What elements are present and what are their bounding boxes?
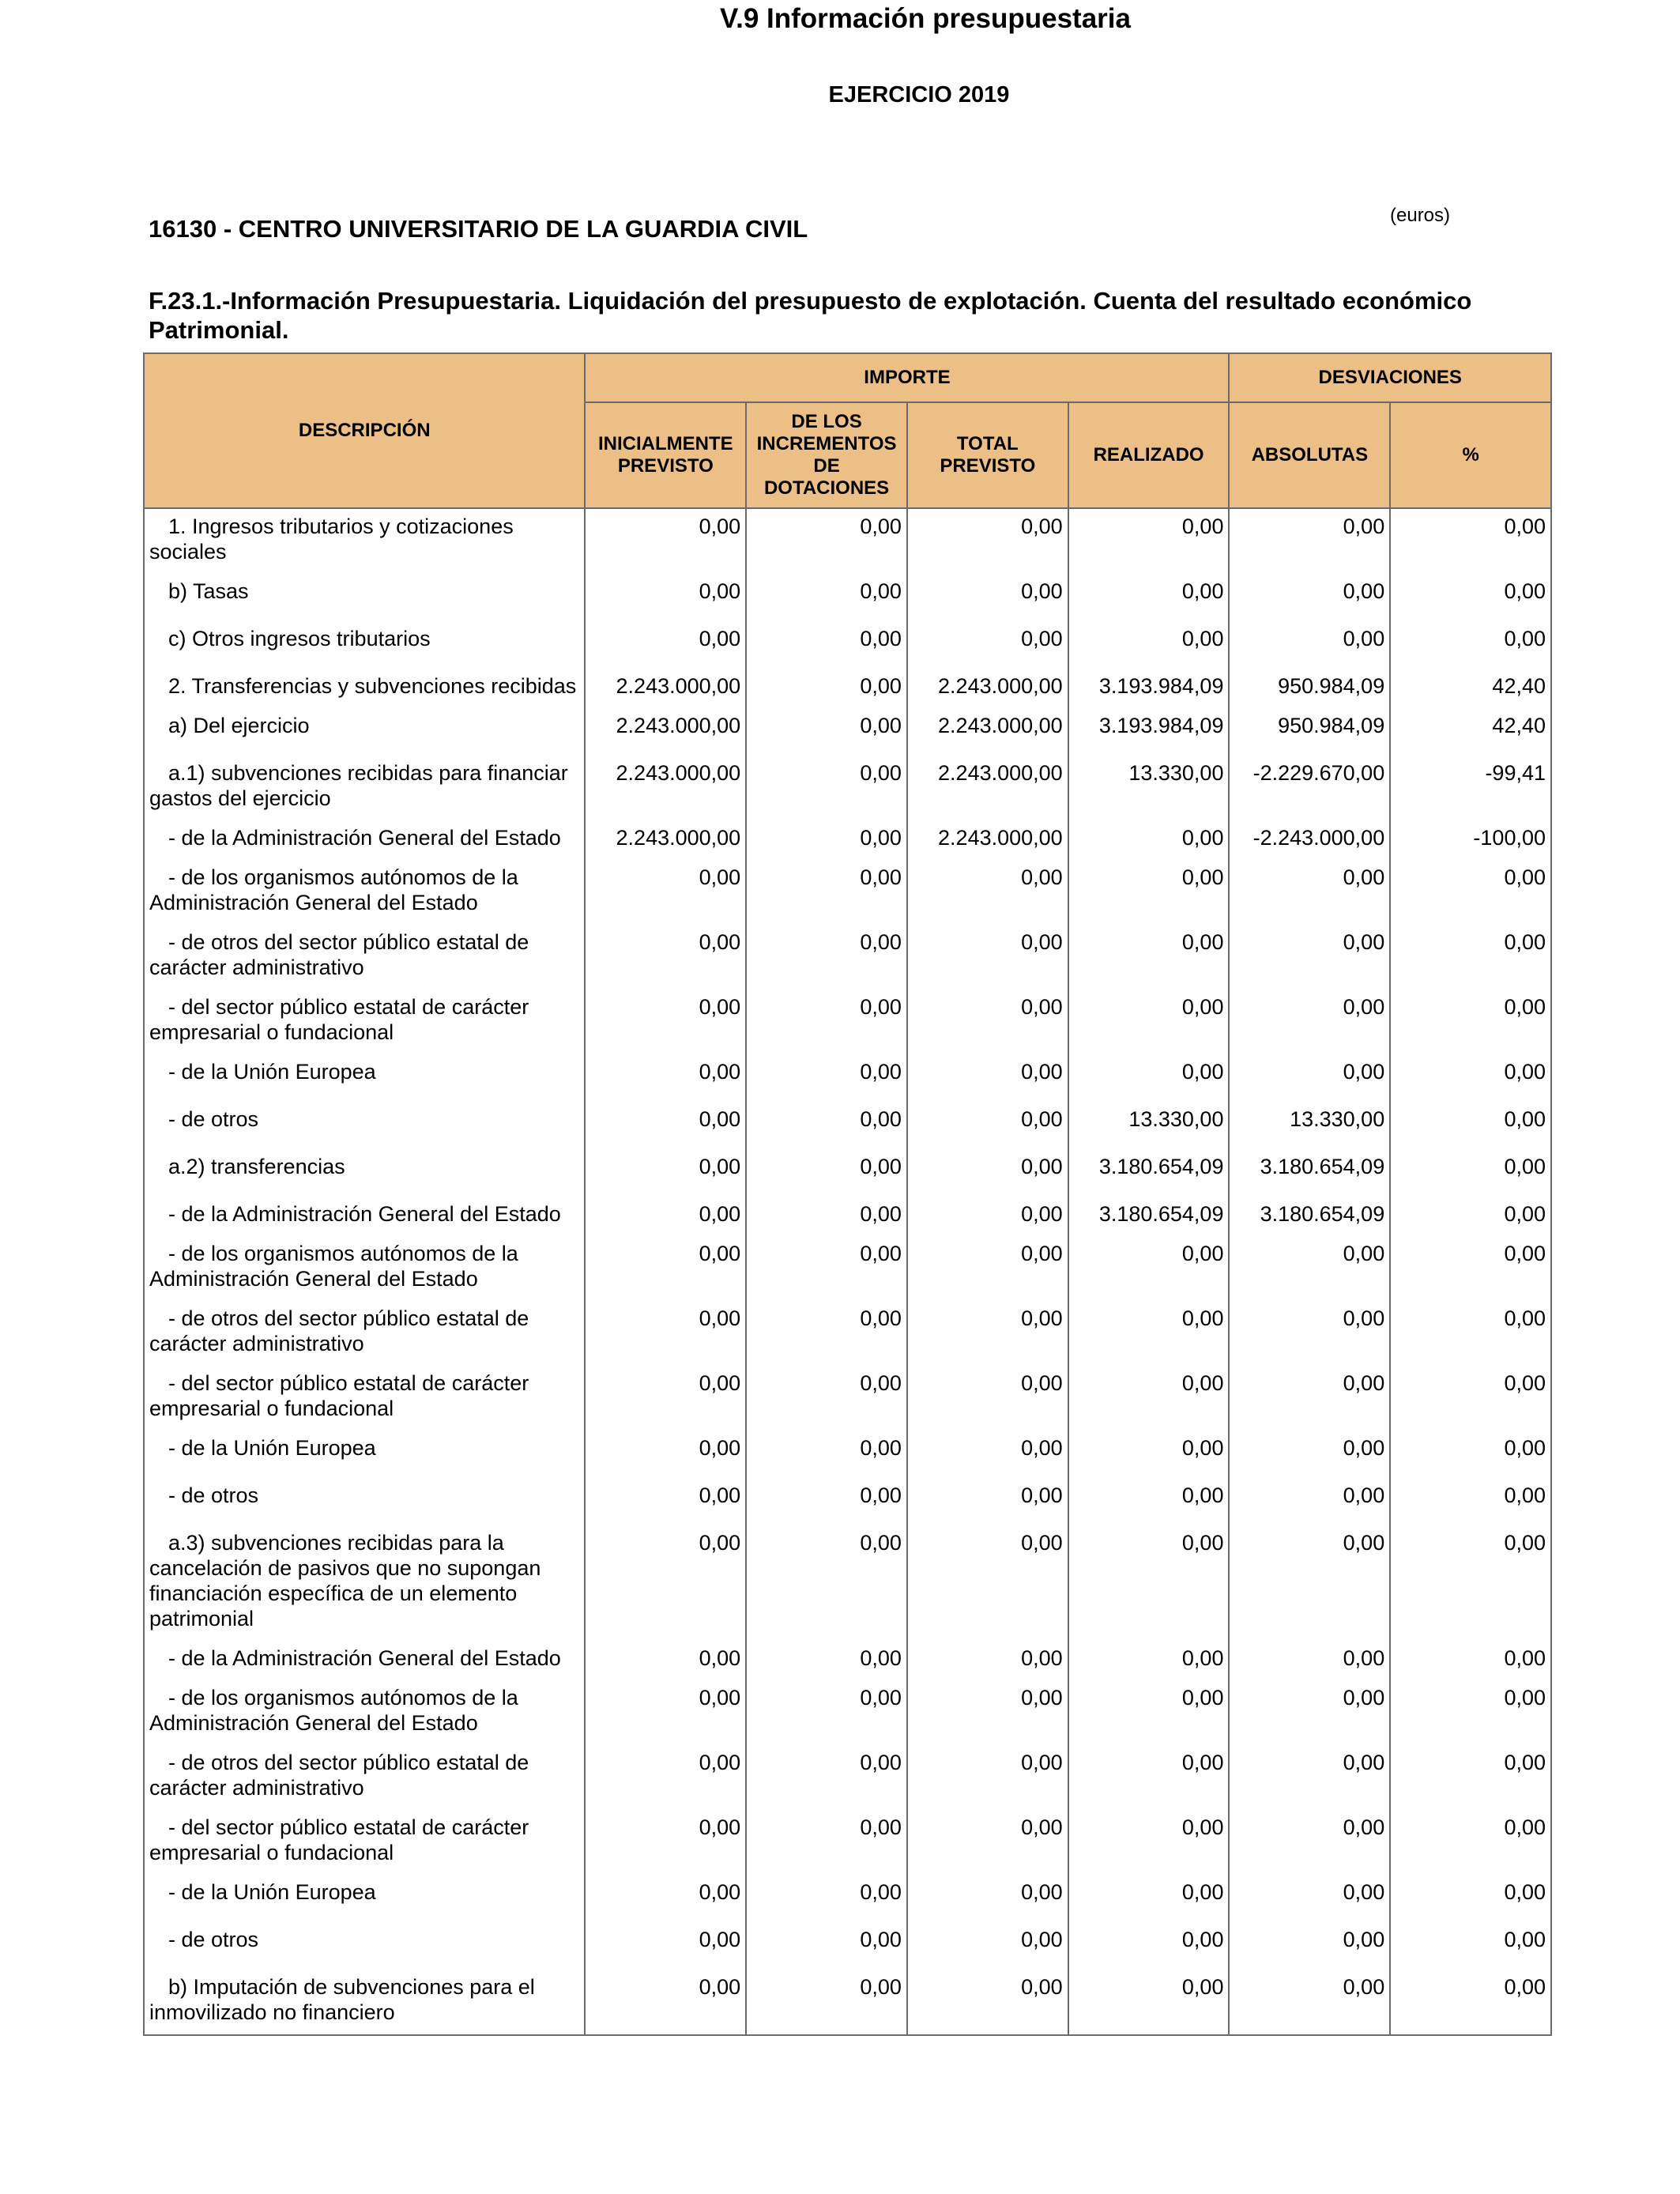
cell-porcentaje: 0,00 (1390, 574, 1551, 621)
cell-incrementos: 0,00 (746, 1680, 907, 1745)
cell-total-previsto: 0,00 (907, 1680, 1068, 1745)
cell-absolutas: 0,00 (1229, 1054, 1390, 1102)
cell-inicialmente-previsto: 0,00 (585, 621, 746, 669)
row-description-text: - de los organismos autónomos de la Administración General del Estado (149, 865, 518, 914)
cell-incrementos: 0,00 (746, 1236, 907, 1301)
row-description (144, 1149, 585, 1197)
row-description (144, 1301, 585, 1366)
row-description-text: a.1) subvenciones recibidas para financiar gastos del ejercicio (149, 761, 568, 810)
table-row (144, 1236, 1551, 1301)
cell-total-previsto: 0,00 (907, 925, 1068, 990)
cell-incrementos: 0,00 (746, 1149, 907, 1197)
cell-porcentaje: 0,00 (1390, 1149, 1551, 1197)
row-description-text: a.3) subvenciones recibidas para la cancelación de pasivos que no supongan financiación específica de un elemento patrimonial (149, 1531, 541, 1630)
row-description-text: c) Otros ingresos tributarios (168, 627, 431, 650)
row-description (144, 756, 585, 820)
cell-total-previsto: 0,00 (907, 574, 1068, 621)
cell-porcentaje: 0,00 (1390, 1366, 1551, 1431)
column-header-total-previsto: TOTAL PREVISTO (907, 402, 1068, 508)
cell-absolutas: 950.984,09 (1229, 669, 1390, 708)
table-row (144, 708, 1551, 756)
cell-incrementos: 0,00 (746, 1197, 907, 1236)
cell-total-previsto: 2.243.000,00 (907, 708, 1068, 756)
exercise-year: EJERCICIO 2019 (828, 82, 1010, 107)
cell-inicialmente-previsto: 0,00 (585, 925, 746, 990)
cell-incrementos: 0,00 (746, 1102, 907, 1149)
row-description (144, 1680, 585, 1745)
cell-porcentaje: 0,00 (1390, 1236, 1551, 1301)
table-row (144, 756, 1551, 820)
row-description (144, 1236, 585, 1301)
cell-realizado: 0,00 (1068, 1875, 1230, 1922)
cell-realizado: 0,00 (1068, 1431, 1230, 1478)
table-row (144, 1745, 1551, 1810)
row-description-text: - de la Administración General del Estado (168, 1202, 561, 1226)
cell-porcentaje: 0,00 (1390, 1301, 1551, 1366)
cell-incrementos: 0,00 (746, 820, 907, 860)
cell-inicialmente-previsto: 2.243.000,00 (585, 669, 746, 708)
column-header-porcentaje: % (1390, 402, 1551, 508)
cell-incrementos: 0,00 (746, 1641, 907, 1680)
row-description (144, 1745, 585, 1810)
cell-total-previsto: 0,00 (907, 1236, 1068, 1301)
table-row (144, 1431, 1551, 1478)
cell-total-previsto: 0,00 (907, 1366, 1068, 1431)
cell-realizado: 0,00 (1068, 1366, 1230, 1431)
row-description (144, 1922, 585, 1970)
cell-porcentaje: 0,00 (1390, 1054, 1551, 1102)
table-row (144, 1680, 1551, 1745)
cell-inicialmente-previsto: 0,00 (585, 1366, 746, 1431)
table-row (144, 1641, 1551, 1680)
row-description-text: b) Tasas (168, 579, 249, 603)
cell-inicialmente-previsto: 0,00 (585, 1745, 746, 1810)
cell-realizado: 0,00 (1068, 574, 1230, 621)
cell-porcentaje: 0,00 (1390, 1431, 1551, 1478)
cell-incrementos: 0,00 (746, 508, 907, 574)
cell-porcentaje: 0,00 (1390, 508, 1551, 574)
table-row (144, 1525, 1551, 1641)
cell-realizado: 0,00 (1068, 925, 1230, 990)
row-description (144, 1102, 585, 1149)
row-description (144, 1641, 585, 1680)
cell-incrementos: 0,00 (746, 1301, 907, 1366)
cell-inicialmente-previsto: 0,00 (585, 1102, 746, 1149)
cell-porcentaje: 0,00 (1390, 925, 1551, 990)
cell-incrementos: 0,00 (746, 1970, 907, 2035)
row-description-text: a.2) transferencias (168, 1155, 345, 1178)
cell-realizado: 0,00 (1068, 990, 1230, 1054)
cell-porcentaje: 42,40 (1390, 669, 1551, 708)
cell-porcentaje: 0,00 (1390, 990, 1551, 1054)
table-row (144, 820, 1551, 860)
cell-incrementos: 0,00 (746, 925, 907, 990)
row-description (144, 990, 585, 1054)
cell-absolutas: 0,00 (1229, 925, 1390, 990)
cell-total-previsto: 0,00 (907, 508, 1068, 574)
cell-inicialmente-previsto: 0,00 (585, 1810, 746, 1875)
row-description-text: - de la Unión Europea (168, 1880, 376, 1904)
table-row (144, 1922, 1551, 1970)
cell-realizado: 0,00 (1068, 1054, 1230, 1102)
table-row (144, 1970, 1551, 2035)
table-row (144, 1197, 1551, 1236)
cell-incrementos: 0,00 (746, 860, 907, 925)
cell-porcentaje: 0,00 (1390, 1641, 1551, 1680)
row-description-text: - de la Administración General del Estado (168, 826, 561, 850)
cell-inicialmente-previsto: 0,00 (585, 1970, 746, 2035)
table-row (144, 508, 1551, 574)
row-description (144, 860, 585, 925)
cell-inicialmente-previsto: 0,00 (585, 1922, 746, 1970)
cell-absolutas: 0,00 (1229, 1680, 1390, 1745)
row-description-text: - del sector público estatal de carácter empresarial o fundacional (149, 1815, 529, 1864)
cell-absolutas: 0,00 (1229, 1922, 1390, 1970)
cell-incrementos: 0,00 (746, 990, 907, 1054)
cell-inicialmente-previsto: 0,00 (585, 1525, 746, 1641)
cell-absolutas: 0,00 (1229, 1641, 1390, 1680)
cell-total-previsto: 0,00 (907, 1478, 1068, 1525)
row-description (144, 925, 585, 990)
cell-incrementos: 0,00 (746, 669, 907, 708)
cell-incrementos: 0,00 (746, 574, 907, 621)
table-row (144, 990, 1551, 1054)
cell-total-previsto: 0,00 (907, 990, 1068, 1054)
row-description (144, 820, 585, 860)
cell-incrementos: 0,00 (746, 708, 907, 756)
cell-absolutas: 0,00 (1229, 1431, 1390, 1478)
row-description-text: - de otros del sector público estatal de carácter administrativo (149, 1306, 529, 1355)
cell-inicialmente-previsto: 0,00 (585, 1301, 746, 1366)
cell-incrementos: 0,00 (746, 1366, 907, 1431)
column-header-incrementos: DE LOS INCREMENTOS DE DOTACIONES (746, 402, 907, 508)
cell-total-previsto: 0,00 (907, 860, 1068, 925)
row-description (144, 1478, 585, 1525)
cell-total-previsto: 0,00 (907, 1054, 1068, 1102)
cell-inicialmente-previsto: 0,00 (585, 1431, 746, 1478)
column-header-descripcion: DESCRIPCIÓN (144, 353, 585, 508)
cell-total-previsto: 0,00 (907, 1810, 1068, 1875)
cell-porcentaje: 42,40 (1390, 708, 1551, 756)
group-header-desviaciones: DESVIACIONES (1229, 353, 1551, 402)
budget-table-body (144, 508, 1551, 2035)
cell-realizado: 0,00 (1068, 1301, 1230, 1366)
row-description-text: - de otros del sector público estatal de carácter administrativo (149, 1751, 529, 1800)
cell-inicialmente-previsto: 0,00 (585, 1149, 746, 1197)
cell-absolutas: 3.180.654,09 (1229, 1197, 1390, 1236)
cell-incrementos: 0,00 (746, 1431, 907, 1478)
entity-name: 16130 - CENTRO UNIVERSITARIO DE LA GUARDIA CIVIL (149, 215, 808, 243)
cell-absolutas: -2.243.000,00 (1229, 820, 1390, 860)
report-title: F.23.1.-Información Presupuestaria. Liquidación del presupuesto de explotación. Cuenta del resultado económico Patrimonial. (149, 287, 1472, 344)
table-row (144, 1810, 1551, 1875)
cell-absolutas: 0,00 (1229, 860, 1390, 925)
cell-porcentaje: 0,00 (1390, 1478, 1551, 1525)
row-description (144, 1970, 585, 2035)
table-row (144, 621, 1551, 669)
cell-absolutas: 13.330,00 (1229, 1102, 1390, 1149)
row-description (144, 1431, 585, 1478)
cell-realizado: 0,00 (1068, 1478, 1230, 1525)
row-description (144, 1810, 585, 1875)
cell-total-previsto: 0,00 (907, 1149, 1068, 1197)
column-header-absolutas: ABSOLUTAS (1229, 402, 1390, 508)
cell-total-previsto: 0,00 (907, 1197, 1068, 1236)
row-description-text: 2. Transferencias y subvenciones recibidas (168, 674, 577, 698)
cell-incrementos: 0,00 (746, 1810, 907, 1875)
row-description-text: - de la Administración General del Estado (168, 1646, 561, 1670)
cell-porcentaje: 0,00 (1390, 1922, 1551, 1970)
cell-absolutas: 0,00 (1229, 1236, 1390, 1301)
cell-inicialmente-previsto: 0,00 (585, 508, 746, 574)
row-description-text: a) Del ejercicio (168, 714, 310, 737)
cell-incrementos: 0,00 (746, 1525, 907, 1641)
cell-inicialmente-previsto: 0,00 (585, 1680, 746, 1745)
cell-absolutas: 0,00 (1229, 1301, 1390, 1366)
row-description (144, 669, 585, 708)
cell-realizado: 0,00 (1068, 1970, 1230, 2035)
cell-absolutas: 0,00 (1229, 990, 1390, 1054)
row-description (144, 508, 585, 574)
row-description (144, 1525, 585, 1641)
cell-porcentaje: -99,41 (1390, 756, 1551, 820)
cell-absolutas: 3.180.654,09 (1229, 1149, 1390, 1197)
cell-absolutas: 0,00 (1229, 1810, 1390, 1875)
cell-realizado: 3.180.654,09 (1068, 1149, 1230, 1197)
cell-total-previsto: 0,00 (907, 1875, 1068, 1922)
cell-absolutas: 950.984,09 (1229, 708, 1390, 756)
cell-total-previsto: 2.243.000,00 (907, 756, 1068, 820)
table-row (144, 1366, 1551, 1431)
cell-absolutas: 0,00 (1229, 1875, 1390, 1922)
cell-porcentaje: 0,00 (1390, 1680, 1551, 1745)
table-row (144, 574, 1551, 621)
table-row (144, 1149, 1551, 1197)
cell-incrementos: 0,00 (746, 1875, 907, 1922)
cell-inicialmente-previsto: 0,00 (585, 860, 746, 925)
cell-porcentaje: 0,00 (1390, 1102, 1551, 1149)
cell-absolutas: -2.229.670,00 (1229, 756, 1390, 820)
cell-total-previsto: 0,00 (907, 1922, 1068, 1970)
table-row (144, 925, 1551, 990)
row-description-text: - de los organismos autónomos de la Administración General del Estado (149, 1686, 518, 1735)
cell-total-previsto: 0,00 (907, 1525, 1068, 1641)
table-row (144, 669, 1551, 708)
cell-realizado: 0,00 (1068, 1680, 1230, 1745)
cell-incrementos: 0,00 (746, 1054, 907, 1102)
cell-porcentaje: 0,00 (1390, 1810, 1551, 1875)
cell-inicialmente-previsto: 0,00 (585, 1236, 746, 1301)
row-description (144, 708, 585, 756)
cell-total-previsto: 0,00 (907, 621, 1068, 669)
cell-inicialmente-previsto: 0,00 (585, 1054, 746, 1102)
row-description-text: - de otros (168, 1107, 259, 1131)
cell-absolutas: 0,00 (1229, 1745, 1390, 1810)
cell-inicialmente-previsto: 2.243.000,00 (585, 708, 746, 756)
cell-inicialmente-previsto: 0,00 (585, 1641, 746, 1680)
group-header-importe: IMPORTE (585, 353, 1229, 402)
row-description-text: - del sector público estatal de carácter empresarial o fundacional (149, 1371, 529, 1420)
row-description (144, 1875, 585, 1922)
units-label: (euros) (1390, 205, 1451, 226)
cell-total-previsto: 0,00 (907, 1102, 1068, 1149)
table-row (144, 1478, 1551, 1525)
cell-realizado: 0,00 (1068, 820, 1230, 860)
cell-absolutas: 0,00 (1229, 1970, 1390, 2035)
row-description-text: - de la Unión Europea (168, 1436, 376, 1460)
cell-total-previsto: 2.243.000,00 (907, 820, 1068, 860)
row-description-text: b) Imputación de subvenciones para el inmovilizado no financiero (149, 1975, 535, 2024)
cell-incrementos: 0,00 (746, 1922, 907, 1970)
cell-total-previsto: 2.243.000,00 (907, 669, 1068, 708)
row-description (144, 1054, 585, 1102)
cell-realizado: 0,00 (1068, 1236, 1230, 1301)
cell-porcentaje: 0,00 (1390, 1197, 1551, 1236)
cell-total-previsto: 0,00 (907, 1301, 1068, 1366)
cell-realizado: 3.193.984,09 (1068, 669, 1230, 708)
table-row (144, 860, 1551, 925)
cell-absolutas: 0,00 (1229, 574, 1390, 621)
column-header-realizado: REALIZADO (1068, 402, 1230, 508)
cell-absolutas: 0,00 (1229, 508, 1390, 574)
cell-realizado: 13.330,00 (1068, 1102, 1230, 1149)
cell-incrementos: 0,00 (746, 1478, 907, 1525)
row-description (144, 621, 585, 669)
cell-inicialmente-previsto: 2.243.000,00 (585, 820, 746, 860)
row-description (144, 1366, 585, 1431)
row-description-text: - de los organismos autónomos de la Administración General del Estado (149, 1242, 518, 1291)
column-header-inicialmente-previsto: INICIALMENTE PREVISTO (585, 402, 746, 508)
cell-absolutas: 0,00 (1229, 1366, 1390, 1431)
table-row (144, 1875, 1551, 1922)
cell-realizado: 0,00 (1068, 1810, 1230, 1875)
cell-realizado: 0,00 (1068, 1922, 1230, 1970)
cell-porcentaje: 0,00 (1390, 621, 1551, 669)
cell-realizado: 3.180.654,09 (1068, 1197, 1230, 1236)
cell-realizado: 13.330,00 (1068, 756, 1230, 820)
cell-inicialmente-previsto: 2.243.000,00 (585, 756, 746, 820)
cell-total-previsto: 0,00 (907, 1745, 1068, 1810)
row-description-text: - del sector público estatal de carácter empresarial o fundacional (149, 995, 529, 1044)
budget-table (143, 352, 1552, 2036)
cell-porcentaje: 0,00 (1390, 1525, 1551, 1641)
page-title: V.9 Información presupuestaria (720, 3, 1131, 34)
cell-incrementos: 0,00 (746, 621, 907, 669)
cell-total-previsto: 0,00 (907, 1431, 1068, 1478)
row-description-text: - de otros (168, 1928, 259, 1951)
cell-realizado: 0,00 (1068, 1745, 1230, 1810)
cell-absolutas: 0,00 (1229, 621, 1390, 669)
cell-inicialmente-previsto: 0,00 (585, 1875, 746, 1922)
cell-total-previsto: 0,00 (907, 1970, 1068, 2035)
cell-realizado: 3.193.984,09 (1068, 708, 1230, 756)
cell-porcentaje: 0,00 (1390, 1745, 1551, 1810)
cell-porcentaje: 0,00 (1390, 1970, 1551, 2035)
cell-porcentaje: 0,00 (1390, 1875, 1551, 1922)
cell-inicialmente-previsto: 0,00 (585, 1478, 746, 1525)
cell-porcentaje: -100,00 (1390, 820, 1551, 860)
row-description (144, 574, 585, 621)
row-description-text: - de la Unión Europea (168, 1060, 376, 1084)
cell-incrementos: 0,00 (746, 756, 907, 820)
cell-realizado: 0,00 (1068, 1525, 1230, 1641)
cell-inicialmente-previsto: 0,00 (585, 574, 746, 621)
row-description-text: 1. Ingresos tributarios y cotizaciones sociales (149, 515, 514, 564)
row-description (144, 1197, 585, 1236)
cell-incrementos: 0,00 (746, 1745, 907, 1810)
cell-total-previsto: 0,00 (907, 1641, 1068, 1680)
cell-realizado: 0,00 (1068, 1641, 1230, 1680)
cell-absolutas: 0,00 (1229, 1525, 1390, 1641)
table-row (144, 1301, 1551, 1366)
cell-absolutas: 0,00 (1229, 1478, 1390, 1525)
cell-inicialmente-previsto: 0,00 (585, 1197, 746, 1236)
cell-realizado: 0,00 (1068, 621, 1230, 669)
table-row (144, 1054, 1551, 1102)
table-row (144, 1102, 1551, 1149)
cell-inicialmente-previsto: 0,00 (585, 990, 746, 1054)
cell-porcentaje: 0,00 (1390, 860, 1551, 925)
row-description-text: - de otros (168, 1483, 259, 1507)
row-description-text: - de otros del sector público estatal de carácter administrativo (149, 930, 529, 979)
cell-realizado: 0,00 (1068, 508, 1230, 574)
cell-realizado: 0,00 (1068, 860, 1230, 925)
